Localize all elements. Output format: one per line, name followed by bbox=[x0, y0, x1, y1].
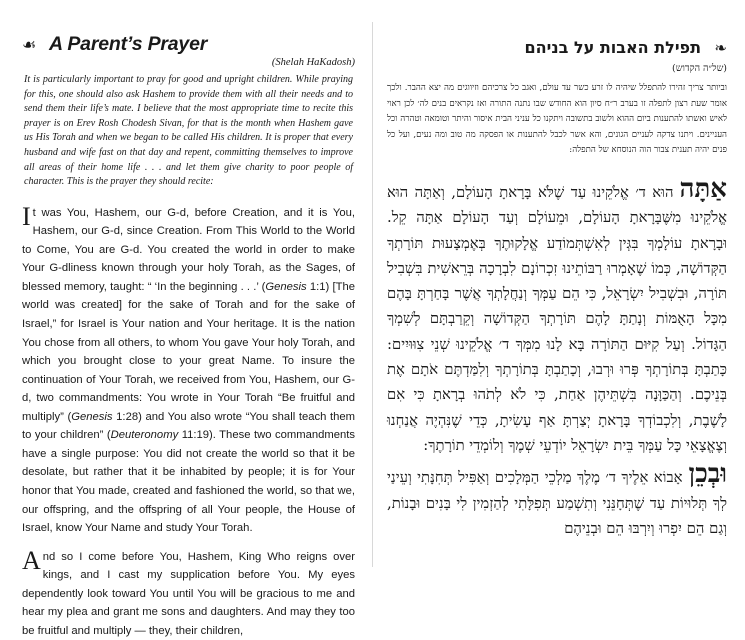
english-header bbox=[22, 34, 355, 56]
drop-cap: I bbox=[22, 201, 31, 231]
english-column bbox=[22, 34, 355, 640]
hebrew-paragraph-1 bbox=[387, 173, 727, 458]
english-paragraph-2 bbox=[22, 545, 355, 640]
hebrew-opening-word: אַתָּה bbox=[679, 173, 727, 204]
hebrew-intro: וביותר צריך זהירו להתפלל שיהיה לו זרע כשר עד עולם, ואגב כל צרכיהם וזיווגים מה יצא ההבר. ולכך אומר שעת רצון לתפלה זו בערב ר״ח סיון הוא החודש שבו נתנה התורה ואז נקראים בנים לה׳ לכן ראוי לאיש ואשתו להתענות ביום ההוא ולשוב בתשובה ויתקנו כל עניני הבית איסור והיתר וטומאה וטהרה וכל העניינים. ויתנו צדקה לעניים הגונים, והא אשר לכבל להתענות או הפסקה מה טוב ומה נעים, ועל כל פנים יהיה תענית צבור הוה הנוסחא של התפלה: bbox=[387, 83, 727, 156]
hebrew-source: (של״ה הקדוש) bbox=[672, 63, 727, 74]
drop-cap: A bbox=[22, 545, 41, 575]
english-source: (Shelah HaKadosh) bbox=[271, 57, 355, 68]
flourish-icon: ❧ bbox=[714, 39, 727, 57]
scripture-ref: Genesis bbox=[71, 410, 113, 423]
english-text: 11:19). These two commandments have a single purpose: You did not create the world so that it be desolate, but rather that it be inhabited by people; it is for Your honor that You made, created and fashioned the world, so that we, our offspring, and the offspring of all Your people, the House of Israel, know Your Name and study Your Torah. bbox=[22, 429, 355, 535]
hebrew-text: אָבוֹא אֵלֶיךָ ד׳ מֶלֶךְ מַלְכֵי הַמְּלָכִים וְאַפִּיל תְּחִנָּתִי וְעֵינַי לְךָ תְּלוּיוֹת עַד שֶׁתְּחָנֵּנִי וְתִשְׁמַע תְּפִלָּתִי לְהַזְמִין לִי בָּנִים וּבָנוֹת, וְגַם הֵם יִפְרוּ וְיִרְבּוּ הֵם וּבְנֵיהֶם bbox=[387, 469, 727, 537]
hebrew-column bbox=[387, 38, 727, 541]
scripture-ref: Genesis bbox=[265, 280, 307, 293]
flourish-icon: ☙ bbox=[22, 35, 37, 54]
hebrew-header bbox=[387, 38, 727, 60]
hebrew-text: הוּא ד׳ אֱלֹקֵינוּ עַד שֶׁלֹּא בָּרָאתָ הָעוֹלָם, וְאַתָּה הוּא אֱלֹקֵינוּ מִשֶּׁבָּרָאתָ הָעוֹלָם, וּמֵעוֹלָם וְעַד הָעוֹלָם אַתָּה קֵל. וּבָרָאתָ עוֹלָמְךָ בִּגְּין לְאִשְׁתְּמוֹדַע אֱלָקוּתֶךָ בְּאֶמְצָעוּת תּוֹרָתְךָ הַקְּדוֹשָׁה, כְּמוֹ שֶׁאָמְרוּ רַבּוֹתֵינוּ זִכְרוֹנָם לִבְרָכָה בְּרֵאשִׁית בִּשְׁבִיל תּוֹרָה, וּבִשְׁבִיל יִשְׂרָאֵל, כִּי הֵם עַמְּךָ וְנַחֲלָתְךָ אֲשֶׁר בָּחַרְתָּ בָּהֶם מִכָּל הָאֻמּוֹת וְנָתַתָּ לָהֶם תּוֹרָתְךָ הַקְּדוֹשָׁה וְקֵרַבְתָּם לְשִׁמְךָ הַגָּדוֹל. וְעַל קִיּוּם הַתּוֹרָה בָּא לָנוּ מִמְּךָ ד׳ אֱלֹקֵינוּ שְׁנֵי צִוּוּיִים: כָּתַבְתָּ בְּתוֹרָתְךָ פְּרוּ וּרְבוּ, וְכָתַבְתָּ בְּתוֹרָתְךָ וְלִמַּדְתֶּם אֹתָם אֶת בְּנֵיכֶם. וְהַכַּוָּנָה בִּשְׁתֵּיהֶן אַחַת, כִּי לֹא לְתֹהוּ בְרָאתָ כִּי אִם לָשֶׁבֶת, וְלִכְבוֹדְךָ בָּרָאתָ יְצַרְתָּ אַף עָשִׂיתָ, כְּדֵי שֶׁנִּהְיֶה אֲנַחְנוּ וְצֶאֱצָאֵי כָּל עַמְּךָ בֵּית יִשְׂרָאֵל יוֹדְעֵי שְׁמֶךָ וְלוֹמְדֵי תוֹרָתֶךָ: bbox=[387, 183, 727, 454]
english-text: 1:1) [The world was created] for the sake of Torah and for the sake of Israel,” for Israel is Your nation and Your heritage. It is the nation You chose from all others, to whom You gave Your holy Torah, and which you brought close to your great Name. To insure the continuation of Your Torah, we received from You, Hashem, our G-d, two commandments: You wrote in Your Torah “Be fruitful and multiply” ( bbox=[22, 280, 355, 423]
english-text: nd so I come before You, Hashem, King Who reigns over kings, and I cast my supplication before You. My eyes dependently look toward You until You will be gracious to me and hear my plea and grant me sons and daughters. And may they too be fruitful and multiply — they, their children, bbox=[22, 550, 355, 637]
english-text: t was You, Hashem, our G-d, before Creation, and it is You, Hashem, our G-d, since Creation. From This World to the World to Come, You are G-d. You created the world in order to make Your G-dliness known through your holy Torah, as the Sages, of blessed memory, taught: “ ‘In the beginning . . .’ ( bbox=[22, 206, 355, 293]
hebrew-title: תפילת האבות על בניהם bbox=[524, 38, 701, 57]
english-text: 1:28) and You also wrote “You shall teach them to your children” ( bbox=[22, 410, 355, 442]
english-paragraph-1 bbox=[22, 201, 355, 538]
hebrew-opening-word: וּבְכֵן bbox=[688, 459, 727, 490]
english-intro: It is particularly important to pray for good and upright children. While praying for this, one should also ask Hashem to provide them with all their needs and to send them their life’s mate. I believe that the most appropriate time to recite this prayer is on Erev Rosh Chodesh Sivan, for that is the month when Hashem gave us His Torah and when we began to be called His children. It is proper that every husband and wife fast on that day and repent, committing themselves to improve all areas of their home life . . . and let them give charity to poor people of character. This is the prayer they should recite: bbox=[24, 74, 353, 188]
column-divider bbox=[372, 22, 373, 567]
english-title: A Parent’s Prayer bbox=[49, 33, 208, 55]
hebrew-paragraph-2 bbox=[387, 459, 727, 541]
scripture-ref: Deuteronomy bbox=[110, 429, 179, 442]
